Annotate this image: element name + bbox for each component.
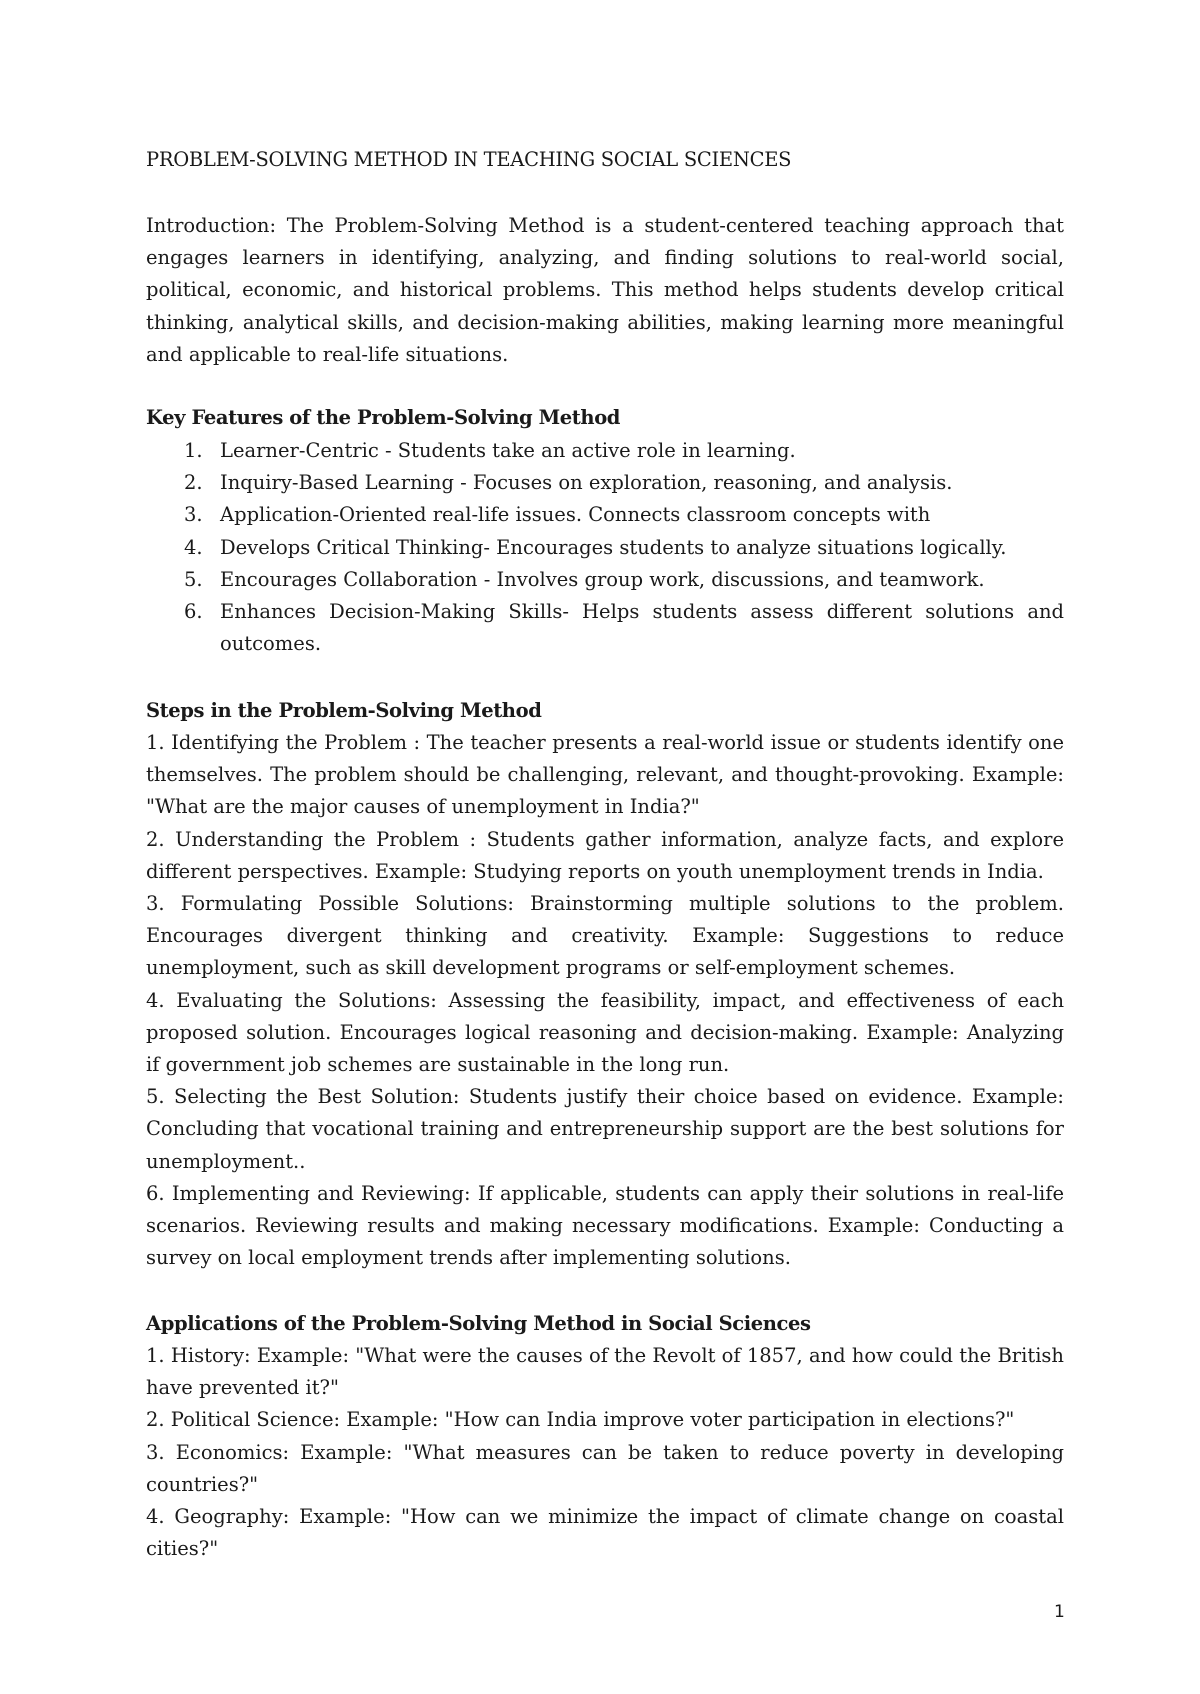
application-paragraph: 2. Political Science: Example: "How can India improve voter participation in elections?" <box>146 1408 1015 1432</box>
step-paragraph: 5. Selecting the Best Solution: Students justify their choice based on evidence. Example: Concluding that vocational training and entrepreneurship support are the best solutions for unemployment.. <box>146 1085 1064 1173</box>
list-item-text: Learner-Centric - Students take an active role in learning. <box>220 439 796 462</box>
features-list <box>146 435 1064 660</box>
list-item-number: 5. <box>184 567 203 591</box>
application-paragraph: 3. Economics: Example: "What measures can be taken to reduce poverty in developing countries?" <box>146 1440 1064 1496</box>
list-item-number: 1. <box>184 439 203 462</box>
list-item <box>146 532 1064 564</box>
list-item <box>146 435 1064 467</box>
list-item <box>146 564 1064 596</box>
list-item-number: 2. <box>184 471 203 495</box>
application-paragraph: 4. Geography: Example: "How can we minimize the impact of climate change on coastal cities?" <box>146 1505 1064 1561</box>
list-item-text: Enhances Decision-Making Skills- Helps students assess different solutions and outcomes. <box>220 600 1064 656</box>
step-paragraph: 4. Evaluating the Solutions: Assessing the feasibility, impact, and effectiveness of each proposed solution. Encourages logical reasoning and decision-making. Example: Analyzing if government job schemes are sustainable in the long run. <box>146 988 1064 1077</box>
step-paragraph: 6. Implementing and Reviewing: If applicable, students can apply their solutions in real-life scenarios. Reviewing results and making necessary modifications. Example: Conducting a survey on local employment trends after implementing solutions. <box>146 1181 1064 1270</box>
applications-section <box>146 1340 1064 1565</box>
list-item-text: Inquiry-Based Learning - Focuses on exploration, reasoning, and analysis. <box>220 471 953 495</box>
list-item <box>146 499 1064 531</box>
step-paragraph: 2. Understanding the Problem : Students gather information, analyze facts, and explore different perspectives. Example: Studying reports on youth unemployment trends in India. <box>146 827 1064 883</box>
list-item-text: Application-Oriented real-life issues. Connects classroom concepts with <box>220 503 931 527</box>
applications-heading: Applications of the Problem-Solving Method in Social Sciences <box>146 1312 811 1335</box>
list-item <box>146 596 1064 660</box>
document-title: PROBLEM-SOLVING METHOD IN TEACHING SOCIAL SCIENCES <box>146 148 792 171</box>
features-heading: Key Features of the Problem-Solving Method <box>146 406 621 429</box>
list-item-text: Encourages Collaboration - Involves group work, discussions, and teamwork. <box>220 567 985 591</box>
list-item-number: 4. <box>184 535 203 559</box>
step-paragraph: 1. Identifying the Problem : The teacher presents a real-world issue or students identify one themselves. The problem should be challenging, relevant, and thought-provoking. Example: "What are the major causes of unemployment in India?" <box>146 731 1064 819</box>
page-number: 1 <box>1054 1602 1065 1622</box>
list-item <box>146 467 1064 499</box>
list-item-number: 3. <box>184 503 203 527</box>
list-item-text: Develops Critical Thinking- Encourages students to analyze situations logically. <box>220 535 1007 559</box>
list-item-number: 6. <box>184 600 203 624</box>
application-paragraph: 1. History: Example: "What were the causes of the Revolt of 1857, and how could the British have prevented it?" <box>146 1344 1064 1400</box>
introduction-paragraph: Introduction: The Problem-Solving Method is a student-centered teaching approach that engages learners in identifying, analyzing, and finding solutions to real-world social, political, economic, and historical problems. This method helps students develop critical thinking, analytical skills, and decision-making abilities, making learning more meaningful and applicable to real-life situations. <box>146 214 1064 366</box>
steps-heading: Steps in the Problem-Solving Method <box>146 699 542 722</box>
steps-section <box>146 727 1064 1274</box>
step-paragraph: 3. Formulating Possible Solutions: Brainstorming multiple solutions to the problem. Encourages divergent thinking and creativity. Example: Suggestions to reduce unemployment, such as skill development programs or self-employment schemes. <box>146 892 1064 980</box>
